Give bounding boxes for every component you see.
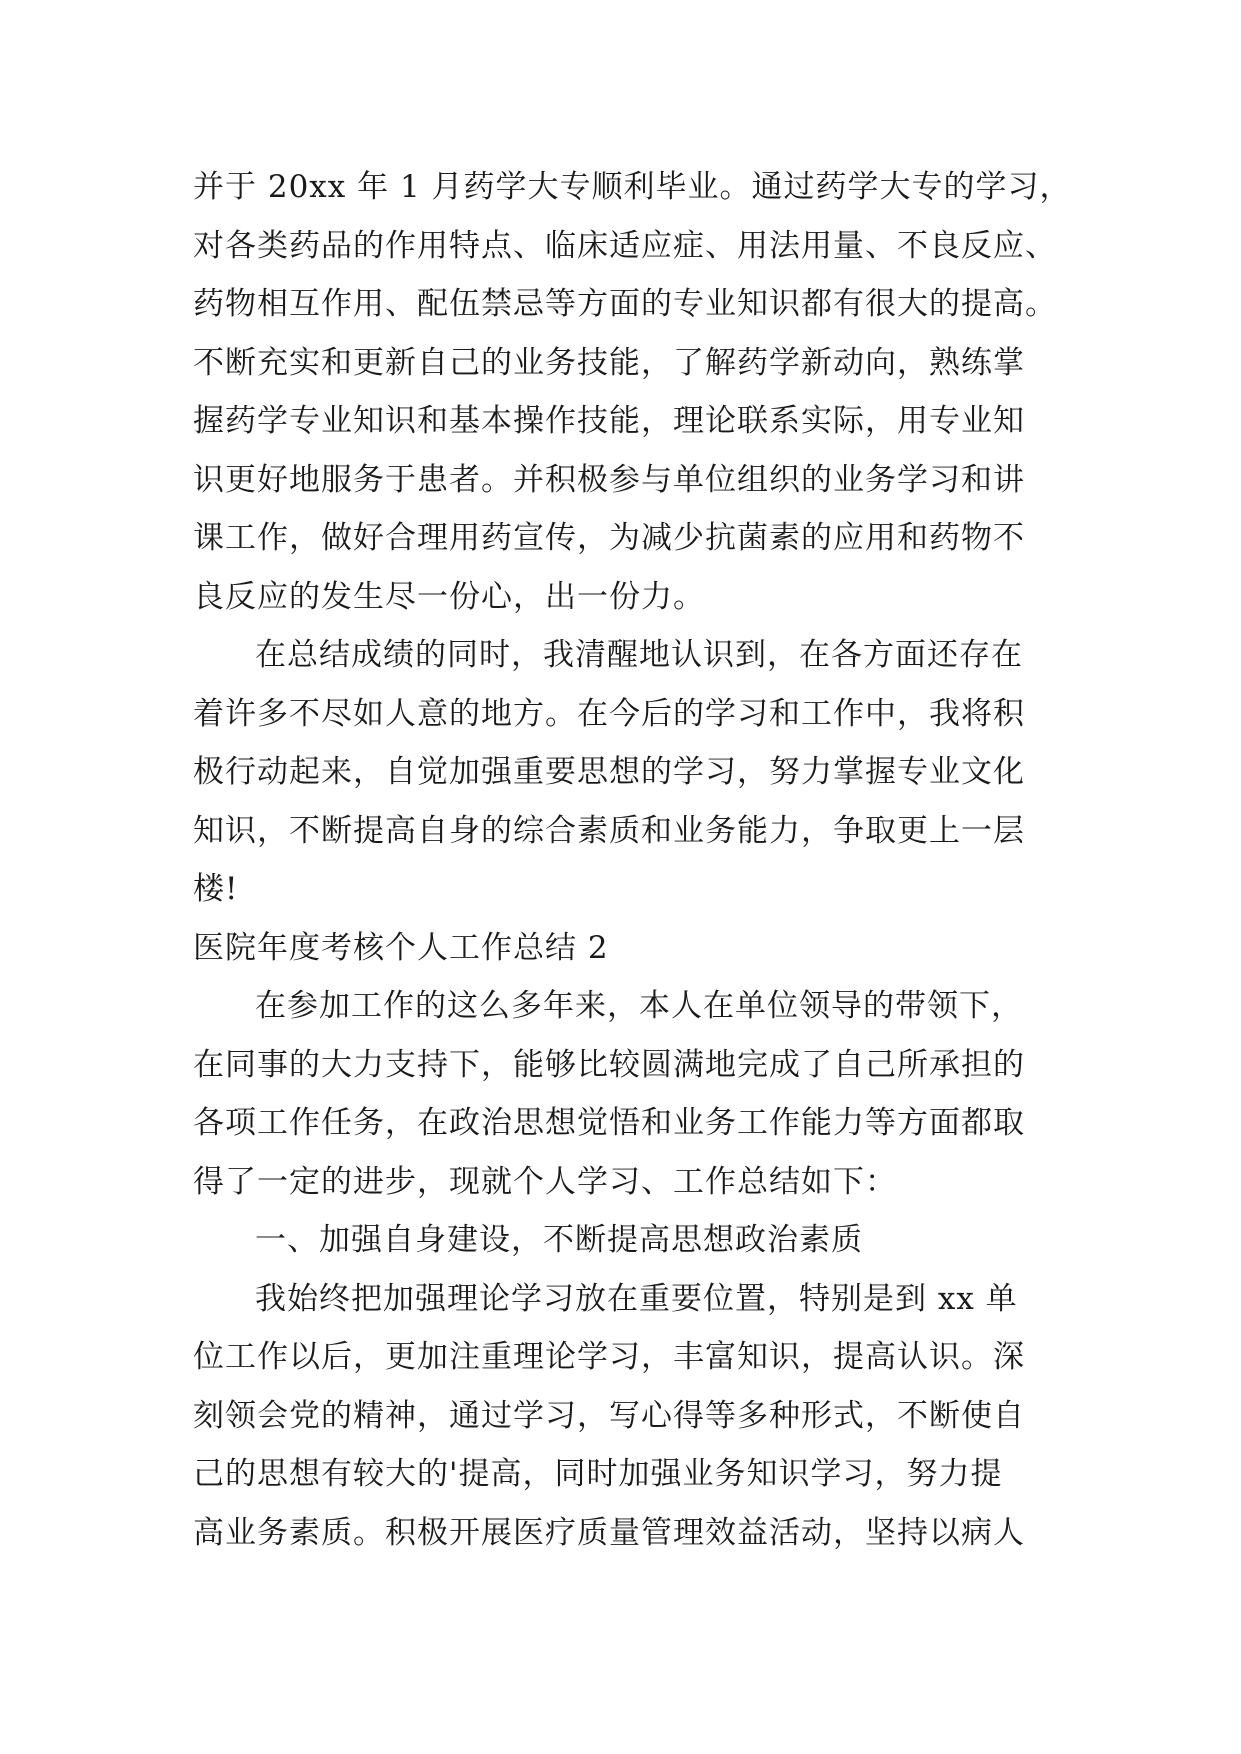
- text-line: 并于 20xx 年 1 月药学大专顺利毕业。通过药学大专的学习，: [193, 169, 1072, 205]
- paragraph-start-line: 我始终把加强理论学习放在重要位置，特别是到 xx 单: [255, 1280, 1018, 1317]
- section-title: 医院年度考核个人工作总结 2: [193, 929, 609, 966]
- text-line: 极行动起来，自觉加强重要思想的学习，努力掌握专业文化: [193, 754, 1025, 790]
- paragraph-start-line: 在参加工作的这么多年来，本人在单位领导的带领下，: [255, 988, 1023, 1024]
- text-line: 药物相互作用、配伍禁忌等方面的专业知识都有很大的提高。: [193, 286, 1057, 322]
- text-line: 得了一定的进步，现就个人学习、工作总结如下：: [193, 1163, 897, 1200]
- text-line: 己的思想有较大的'提高，同时加强业务知识学习，努力提: [193, 1456, 1003, 1492]
- text-line: 握药学专业知识和基本操作技能，理论联系实际，用专业知: [193, 403, 1025, 439]
- paragraph-start-line: 在总结成绩的同时，我清醒地认识到，在各方面还存在: [255, 637, 1023, 673]
- text-line: 在同事的大力支持下，能够比较圆满地完成了自己所承担的: [193, 1046, 1025, 1083]
- document-body: [193, 158, 1073, 1562]
- text-line: 不断充实和更新自己的业务技能，了解药学新动向，熟练掌: [193, 344, 1025, 381]
- text-line: 刻领会党的精神，通过学习，写心得等多种形式，不断使自: [193, 1397, 1025, 1434]
- text-line: 着许多不尽如人意的地方。在今后的学习和工作中，我将积: [193, 695, 1025, 732]
- text-line: 各项工作任务，在政治思想觉悟和业务工作能力等方面都取: [193, 1105, 1025, 1141]
- text-line: 课工作，做好合理用药宣传，为减少抗菌素的应用和药物不: [193, 520, 1025, 556]
- text-line: 位工作以后，更加注重理论学习，丰富知识，提高认识。深: [193, 1339, 1025, 1375]
- text-line: 楼!: [193, 871, 239, 907]
- subheading: 一、加强自身建设，不断提高思想政治素质: [255, 1222, 863, 1258]
- text-line: 高业务素质。积极开展医疗质量管理效益活动，坚持以病人: [193, 1514, 1025, 1551]
- text-line: 知识，不断提高自身的综合素质和业务能力，争取更上一层: [193, 812, 1025, 849]
- text-line: 对各类药品的作用特点、临床适应症、用法用量、不良反应、: [193, 227, 1057, 264]
- text-line: 良反应的发生尽一份心，出一份力。: [193, 578, 705, 615]
- text-line: 识更好地服务于患者。并积极参与单位组织的业务学习和讲: [193, 461, 1025, 498]
